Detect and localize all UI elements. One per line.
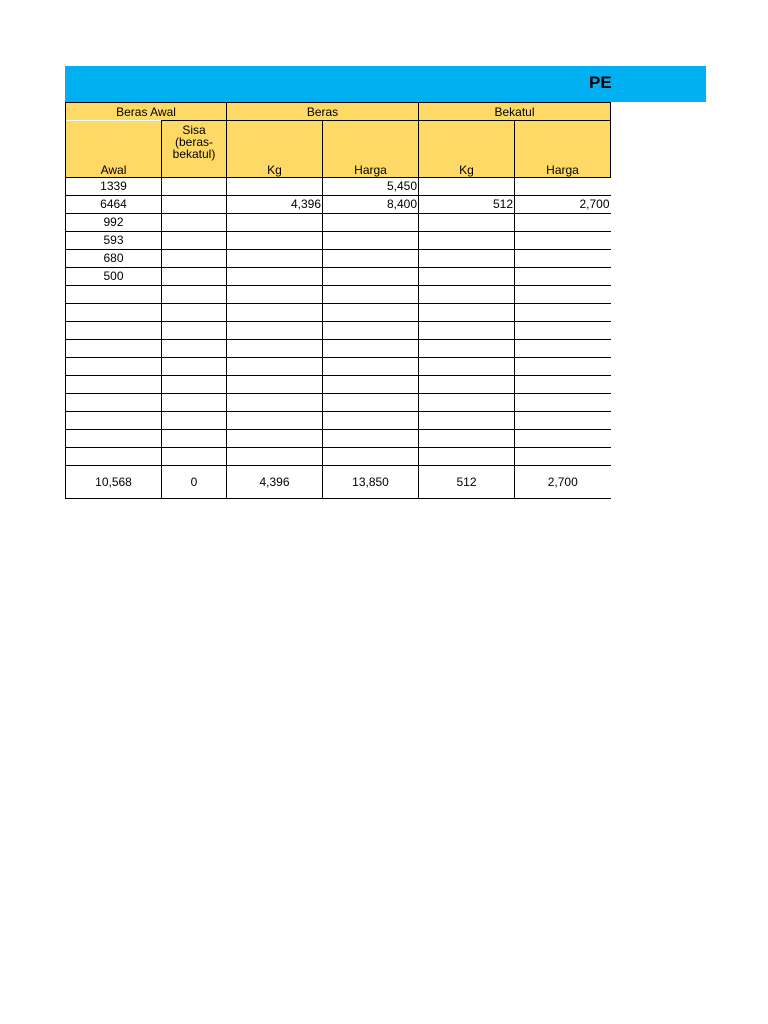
cell-bekatul-kg[interactable] xyxy=(419,250,515,268)
cell-bekatul-harga[interactable]: 2,700 xyxy=(515,196,611,214)
cell-beras-kg[interactable] xyxy=(227,412,323,430)
cell-bekatul-kg[interactable] xyxy=(419,286,515,304)
cell-sisa[interactable] xyxy=(162,394,227,412)
cell-awal[interactable] xyxy=(66,286,162,304)
cell-beras-kg[interactable] xyxy=(227,178,323,196)
cell-bekatul-harga[interactable] xyxy=(515,376,611,394)
cell-sisa[interactable] xyxy=(162,430,227,448)
table-row xyxy=(66,286,611,304)
cell-beras-kg[interactable] xyxy=(227,358,323,376)
cell-awal[interactable] xyxy=(66,412,162,430)
cell-sisa[interactable] xyxy=(162,448,227,466)
cell-awal[interactable]: 1339 xyxy=(66,178,162,196)
cell-bekatul-harga[interactable] xyxy=(515,178,611,196)
table-row xyxy=(66,358,611,376)
table-row xyxy=(66,214,611,232)
cell-awal[interactable] xyxy=(66,376,162,394)
cell-bekatul-kg[interactable] xyxy=(419,214,515,232)
cell-awal[interactable] xyxy=(66,430,162,448)
cell-bekatul-kg[interactable] xyxy=(419,232,515,250)
cell-sisa[interactable] xyxy=(162,376,227,394)
cell-awal[interactable]: 593 xyxy=(66,232,162,250)
cell-beras-harga[interactable]: 8,400 xyxy=(323,196,419,214)
cell-beras-harga[interactable] xyxy=(323,376,419,394)
total-bekatul-harga[interactable]: 2,700 xyxy=(515,466,611,499)
table-row xyxy=(66,304,611,322)
cell-awal[interactable] xyxy=(66,448,162,466)
cell-sisa[interactable] xyxy=(162,322,227,340)
col-bekatul-kg: Kg xyxy=(419,121,515,178)
cell-sisa[interactable] xyxy=(162,250,227,268)
table-row xyxy=(66,412,611,430)
cell-bekatul-kg[interactable] xyxy=(419,178,515,196)
cell-beras-harga[interactable] xyxy=(323,268,419,286)
cell-sisa[interactable] xyxy=(162,214,227,232)
sheet-title: PE xyxy=(589,73,612,92)
cell-awal[interactable] xyxy=(66,304,162,322)
table-row xyxy=(66,394,611,412)
table-row xyxy=(66,322,611,340)
table-row xyxy=(66,232,611,250)
totals-row xyxy=(66,466,611,499)
cell-beras-harga[interactable] xyxy=(323,214,419,232)
cell-bekatul-kg[interactable] xyxy=(419,448,515,466)
cell-awal[interactable] xyxy=(66,394,162,412)
cell-sisa[interactable] xyxy=(162,232,227,250)
table-row xyxy=(66,178,611,196)
cell-awal[interactable]: 992 xyxy=(66,214,162,232)
table-row xyxy=(66,250,611,268)
cell-bekatul-harga[interactable] xyxy=(515,286,611,304)
cell-beras-harga[interactable] xyxy=(323,286,419,304)
cell-beras-kg[interactable] xyxy=(227,448,323,466)
table-row xyxy=(66,376,611,394)
cell-bekatul-harga[interactable] xyxy=(515,304,611,322)
cell-beras-harga[interactable] xyxy=(323,250,419,268)
cell-bekatul-kg[interactable] xyxy=(419,430,515,448)
cell-beras-harga[interactable] xyxy=(323,412,419,430)
cell-bekatul-kg[interactable] xyxy=(419,304,515,322)
cell-beras-kg[interactable] xyxy=(227,232,323,250)
col-awal: Awal xyxy=(66,121,162,178)
cell-beras-kg[interactable] xyxy=(227,250,323,268)
cell-beras-harga[interactable] xyxy=(323,322,419,340)
cell-bekatul-harga[interactable] xyxy=(515,340,611,358)
cell-beras-kg[interactable] xyxy=(227,214,323,232)
cell-sisa[interactable] xyxy=(162,340,227,358)
cell-beras-kg[interactable] xyxy=(227,430,323,448)
cell-sisa[interactable] xyxy=(162,268,227,286)
cell-beras-harga[interactable]: 5,450 xyxy=(323,178,419,196)
cell-awal[interactable] xyxy=(66,340,162,358)
cell-sisa[interactable] xyxy=(162,358,227,376)
col-beras-kg: Kg xyxy=(227,121,323,178)
total-awal[interactable]: 10,568 xyxy=(66,466,162,499)
cell-beras-kg[interactable]: 4,396 xyxy=(227,196,323,214)
header-bekatul: Bekatul xyxy=(419,103,611,121)
cell-sisa[interactable] xyxy=(162,304,227,322)
table-row xyxy=(66,430,611,448)
cell-awal[interactable] xyxy=(66,322,162,340)
cell-beras-harga[interactable] xyxy=(323,430,419,448)
cell-bekatul-harga[interactable] xyxy=(515,430,611,448)
header-beras: Beras xyxy=(227,103,419,121)
table-row xyxy=(66,196,611,214)
cell-bekatul-harga[interactable] xyxy=(515,448,611,466)
cell-beras-harga[interactable] xyxy=(323,340,419,358)
cell-sisa[interactable] xyxy=(162,178,227,196)
cell-beras-harga[interactable] xyxy=(323,394,419,412)
col-beras-harga: Harga xyxy=(323,121,419,178)
cell-awal[interactable]: 6464 xyxy=(66,196,162,214)
cell-bekatul-harga[interactable] xyxy=(515,358,611,376)
header-beras-awal: Beras Awal xyxy=(66,103,227,121)
cell-awal[interactable] xyxy=(66,358,162,376)
cell-bekatul-kg[interactable] xyxy=(419,394,515,412)
table-row xyxy=(66,340,611,358)
cell-bekatul-harga[interactable] xyxy=(515,214,611,232)
cell-bekatul-harga[interactable] xyxy=(515,322,611,340)
cell-beras-kg[interactable] xyxy=(227,376,323,394)
cell-beras-kg[interactable] xyxy=(227,304,323,322)
cell-bekatul-kg[interactable] xyxy=(419,340,515,358)
cell-beras-harga[interactable] xyxy=(323,448,419,466)
cell-bekatul-kg[interactable] xyxy=(419,412,515,430)
cell-awal[interactable]: 500 xyxy=(66,268,162,286)
table-row xyxy=(66,448,611,466)
cell-beras-kg[interactable] xyxy=(227,286,323,304)
total-beras-kg[interactable]: 4,396 xyxy=(227,466,323,499)
cell-beras-harga[interactable] xyxy=(323,232,419,250)
cell-sisa[interactable] xyxy=(162,412,227,430)
cell-bekatul-kg[interactable] xyxy=(419,322,515,340)
cell-bekatul-kg[interactable] xyxy=(419,376,515,394)
cell-bekatul-harga[interactable] xyxy=(515,268,611,286)
cell-sisa[interactable] xyxy=(162,286,227,304)
cell-beras-kg[interactable] xyxy=(227,322,323,340)
cell-beras-kg[interactable] xyxy=(227,340,323,358)
total-beras-harga[interactable]: 13,850 xyxy=(323,466,419,499)
col-sisa: Sisa (beras-bekatul) xyxy=(162,121,227,178)
cell-sisa[interactable] xyxy=(162,196,227,214)
cell-bekatul-harga[interactable] xyxy=(515,412,611,430)
cell-beras-harga[interactable] xyxy=(323,358,419,376)
cell-beras-kg[interactable] xyxy=(227,394,323,412)
rice-table xyxy=(65,102,611,499)
table-row xyxy=(66,268,611,286)
cell-beras-harga[interactable] xyxy=(323,304,419,322)
cell-bekatul-harga[interactable] xyxy=(515,250,611,268)
cell-bekatul-harga[interactable] xyxy=(515,394,611,412)
cell-awal[interactable]: 680 xyxy=(66,250,162,268)
cell-bekatul-harga[interactable] xyxy=(515,232,611,250)
cell-bekatul-kg[interactable] xyxy=(419,268,515,286)
cell-bekatul-kg[interactable]: 512 xyxy=(419,196,515,214)
total-bekatul-kg[interactable]: 512 xyxy=(419,466,515,499)
total-sisa[interactable]: 0 xyxy=(162,466,227,499)
cell-bekatul-kg[interactable] xyxy=(419,358,515,376)
col-bekatul-harga: Harga xyxy=(515,121,611,178)
cell-beras-kg[interactable] xyxy=(227,268,323,286)
